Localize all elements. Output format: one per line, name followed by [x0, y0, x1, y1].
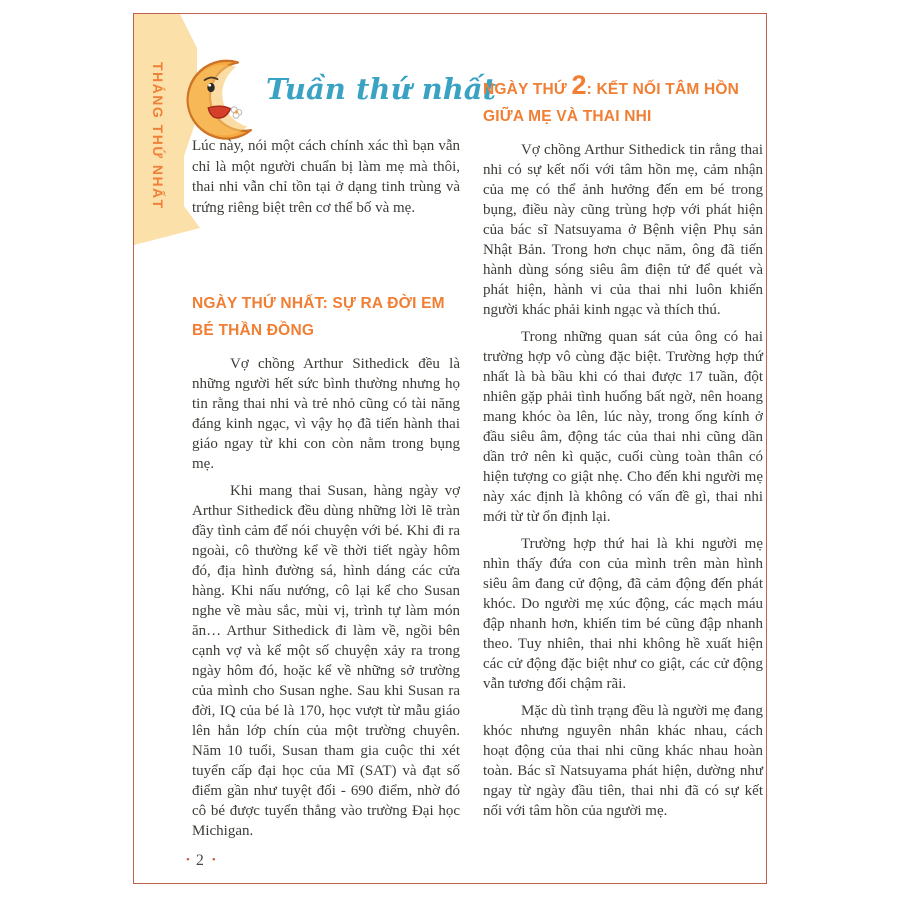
page-number-value: 2	[195, 852, 206, 869]
flower-icon	[231, 107, 242, 118]
day2-heading	[483, 70, 763, 130]
week-title: Tuần thứ nhất	[266, 72, 496, 106]
paragraph: Trong những quan sát của ông có hai trường hợp vô cùng đặc biệt. Trường hợp thứ nhất là bà bầu khi có thai được 17 tuần, đột nhiên gặp phải tình huống bất ngờ, nên hoang mang khóc òa lên, lúc này, trong ống kính ở đầu siêu âm, động tác của thai nhi cũng dần dần trở nên kì quặc, cuối cùng toàn thân có hiện tượng co giật nhẹ. Cho đến khi người mẹ này xác định là không có vấn đề gì, thai nhi mới từ từ ổn định lại.	[483, 329, 763, 525]
page-number	[186, 852, 216, 870]
day2-heading-number: 2	[571, 70, 587, 100]
paragraph: Trường hợp thứ hai là khi người mẹ nhìn thấy đứa con của mình trên màn hình siêu âm đang cử động, đã cảm động đến phát khóc. Do người mẹ xúc động, các mạch máu đập nhanh hơn, khiến tim bé cũng đập nhanh theo. Tuy nhiên, thai nhi không hề xuất hiện các cử động đặc biệt như co giật, các cử động vẫn tương đối chậm rãi.	[483, 536, 763, 692]
moon-face-icon	[182, 56, 266, 144]
day2-heading-prefix: NGÀY THỨ	[483, 81, 572, 98]
month-tab-label: THÁNG THỨ NHẤT	[150, 62, 166, 210]
day2-heading-suffix: : KẾT NỐI TÂM HỒN GIỮA MẸ VÀ THAI NHI	[483, 81, 740, 125]
page-number-dot-right: •	[211, 854, 216, 866]
intro-paragraph: Lúc này, nói một cách chính xác thì bạn vẫn chỉ là một người chuẩn bị làm mẹ mà thôi, thai nhi vẫn chỉ tồn tại ở dạng tinh trùng và trứng riêng biệt trên cơ thể bố và mẹ.	[192, 138, 460, 216]
left-column	[192, 290, 460, 848]
right-column	[483, 70, 763, 828]
paragraph: Mặc dù tình trạng đều là người mẹ đang khóc nhưng nguyên nhân khác nhau, cách hoạt động của thai nhi cũng khác nhau hoàn toàn. Bác sĩ Natsuyama phát hiện, dường như ngay từ ngày đầu tiên, thai nhi đã có sự kết nối với tâm hồn của người mẹ.	[483, 703, 763, 819]
paragraph: Vợ chồng Arthur Sithedick tin rằng thai nhi có sự kết nối với tâm hồn mẹ, cảm nhận của mẹ có thể ảnh hưởng đến em bé trong bụng, điều này cũng trùng hợp với phát hiện của bác sĩ Natsuyama ở Bệnh viện Phụ sản Nhật Bản. Trong hơn chục năm, ông đã tiến hành dùng sóng siêu âm điện tử để quét và phát hiện, hành vi của thai nhi luôn khiến người khác phải kinh ngạc và thích thú.	[483, 142, 763, 318]
page-number-dot-left: •	[186, 854, 190, 866]
paragraph: Khi mang thai Susan, hàng ngày vợ Arthur Sithedick đều dùng những lời lẽ tràn đầy tình cảm để nói chuyện với bé. Khi đi ra ngoài, cô thường kể về thời tiết ngày hôm đó, địa hình đường sá, hình dáng các cửa hàng. Khi nấu nướng, cô lại kể cho Susan nghe về màu sắc, mùi vị, trình tự làm món ăn… Arthur Sithedick đi làm về, ngồi bên cạnh vợ và kể một số chuyện xảy ra trong ngày hôm đó, hoặc kể về những sở trường của mình cho Susan nghe. Sau khi Susan ra đời, IQ của bé là 170, học vượt từ mẫu giáo lên hẳn lớp chín của một trường chuyên. Năm 10 tuổi, Susan tham gia cuộc thi xét tuyển cấp đại học của Mĩ (SAT) và đạt số điểm gần như tuyệt đối - 690 điểm, nhờ đó cô bé được tuyển thẳng vào trường Đại học Michigan.	[192, 483, 460, 839]
paragraph: Vợ chồng Arthur Sithedick đều là những người hết sức bình thường nhưng họ tin rằng thai nhi và trẻ nhỏ cũng có tài năng đáng kinh ngạc, vì vậy họ đã tiến hành thai giáo ngay từ khi con còn nằm trong bụng mẹ.	[192, 356, 460, 472]
day1-heading: NGÀY THỨ NHẤT: SỰ RA ĐỜI EM BÉ THẦN ĐỒNG	[192, 295, 445, 339]
